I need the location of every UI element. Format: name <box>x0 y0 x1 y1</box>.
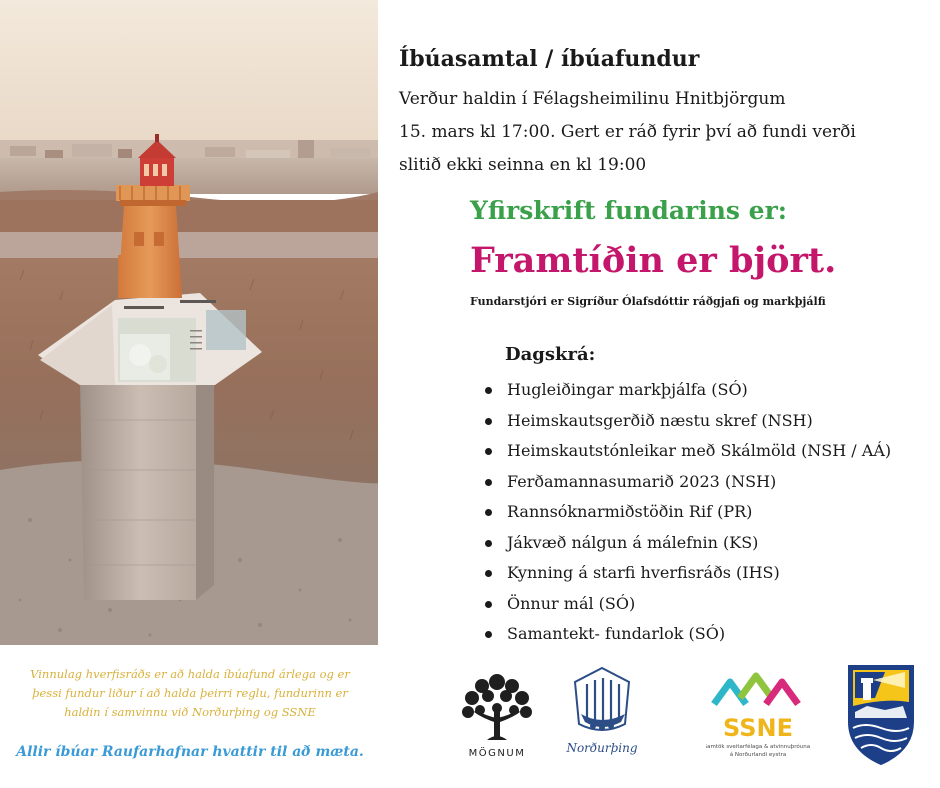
bullet-icon <box>485 418 492 425</box>
info-note-line: þessi fundur liður í að halda þeirri reglu, fundurinn er <box>32 686 348 700</box>
bullet-icon <box>485 479 492 486</box>
agenda-item <box>483 558 891 589</box>
intro-line: 15. mars kl 17:00. Gert er ráð fyrir því að fundi verði <box>399 122 856 142</box>
ssne-subtitle: á Norðurlandi eystra <box>729 752 787 758</box>
bullet-icon <box>485 509 492 516</box>
agenda-item-label: Kynning á starfi hverfisráðs (IHS) <box>507 563 780 582</box>
bullet-icon <box>485 570 492 577</box>
coat-of-arms-icon <box>845 662 917 768</box>
agenda-item <box>483 619 891 650</box>
agenda-item <box>483 589 891 620</box>
agenda-item-label: Rannsóknarmiðstöðin Rif (PR) <box>507 502 753 521</box>
lighthouse-photo <box>0 0 378 645</box>
raufarhofn-crest <box>845 662 917 768</box>
bullet-icon <box>485 631 492 638</box>
tree-icon <box>452 668 542 766</box>
agenda-item-label: Samantekt- fundarlok (SÓ) <box>507 624 726 643</box>
agenda-item <box>483 406 891 437</box>
mognum-logo <box>452 668 542 766</box>
agenda-item <box>483 375 891 406</box>
bullet-icon <box>485 387 492 394</box>
agenda-item <box>483 467 891 498</box>
mountains-icon <box>706 668 810 766</box>
agenda-item-label: Jákvæð nálgun á málefnin (KS) <box>507 532 759 552</box>
agenda-item-label: Heimskautstónleikar með Skálmöld (NSH / AÁ) <box>507 441 892 460</box>
ship-icon <box>563 666 641 760</box>
agenda-item-label: Önnur mál (SÓ) <box>507 593 636 613</box>
info-note-line: haldin í samvinnu við Norðurþing og SSNE <box>64 705 316 719</box>
agenda-list <box>483 375 891 650</box>
page-title: Íbúasamtal / íbúafundur <box>399 46 700 72</box>
ssne-subtitle: Samtök sveitarfélaga & atvinnuþróunar <box>706 744 810 750</box>
info-note-line: Vinnulag hverfisráðs er að halda íbúafund árlega og er <box>30 667 350 681</box>
ssne-logo <box>706 668 810 766</box>
chairperson-line: Fundarstjóri er Sigríður Ólafsdóttir ráðgjafi og markþjálfi <box>470 295 826 308</box>
meeting-subject: Framtíðin er björt. <box>470 240 837 281</box>
nordurthing-wordmark: Norðurþing <box>566 741 638 755</box>
agenda-heading: Dagskrá: <box>505 344 596 365</box>
intro-line: slitið ekki seinna en kl 19:00 <box>399 155 647 175</box>
intro-line: Verður haldin í Félagsheimilinu Hnitbjörgum <box>399 89 786 109</box>
info-note <box>6 665 374 722</box>
bullet-icon <box>485 448 492 455</box>
agenda-item-label: Heimskautsgerðið næstu skref (NSH) <box>507 410 813 430</box>
bullet-icon <box>485 540 492 547</box>
bullet-icon <box>485 601 492 608</box>
lighthouse-photo-illustration <box>0 0 378 645</box>
ssne-wordmark: SSNE <box>723 714 793 742</box>
mognum-wordmark: MÖGNUM <box>468 748 526 759</box>
nordurthing-logo <box>563 666 641 760</box>
agenda-item <box>483 436 891 467</box>
agenda-item <box>483 497 891 528</box>
subject-label: Yfirskrift fundarins er: <box>470 196 787 225</box>
agenda-item-label: Hugleiðingar markþjálfa (SÓ) <box>507 380 748 399</box>
agenda-item-label: Ferðamannasumarið 2023 (NSH) <box>507 471 777 491</box>
call-to-action: Allir íbúar Raufarhafnar hvattir til að mæta. <box>16 744 364 760</box>
agenda-item <box>483 528 891 559</box>
